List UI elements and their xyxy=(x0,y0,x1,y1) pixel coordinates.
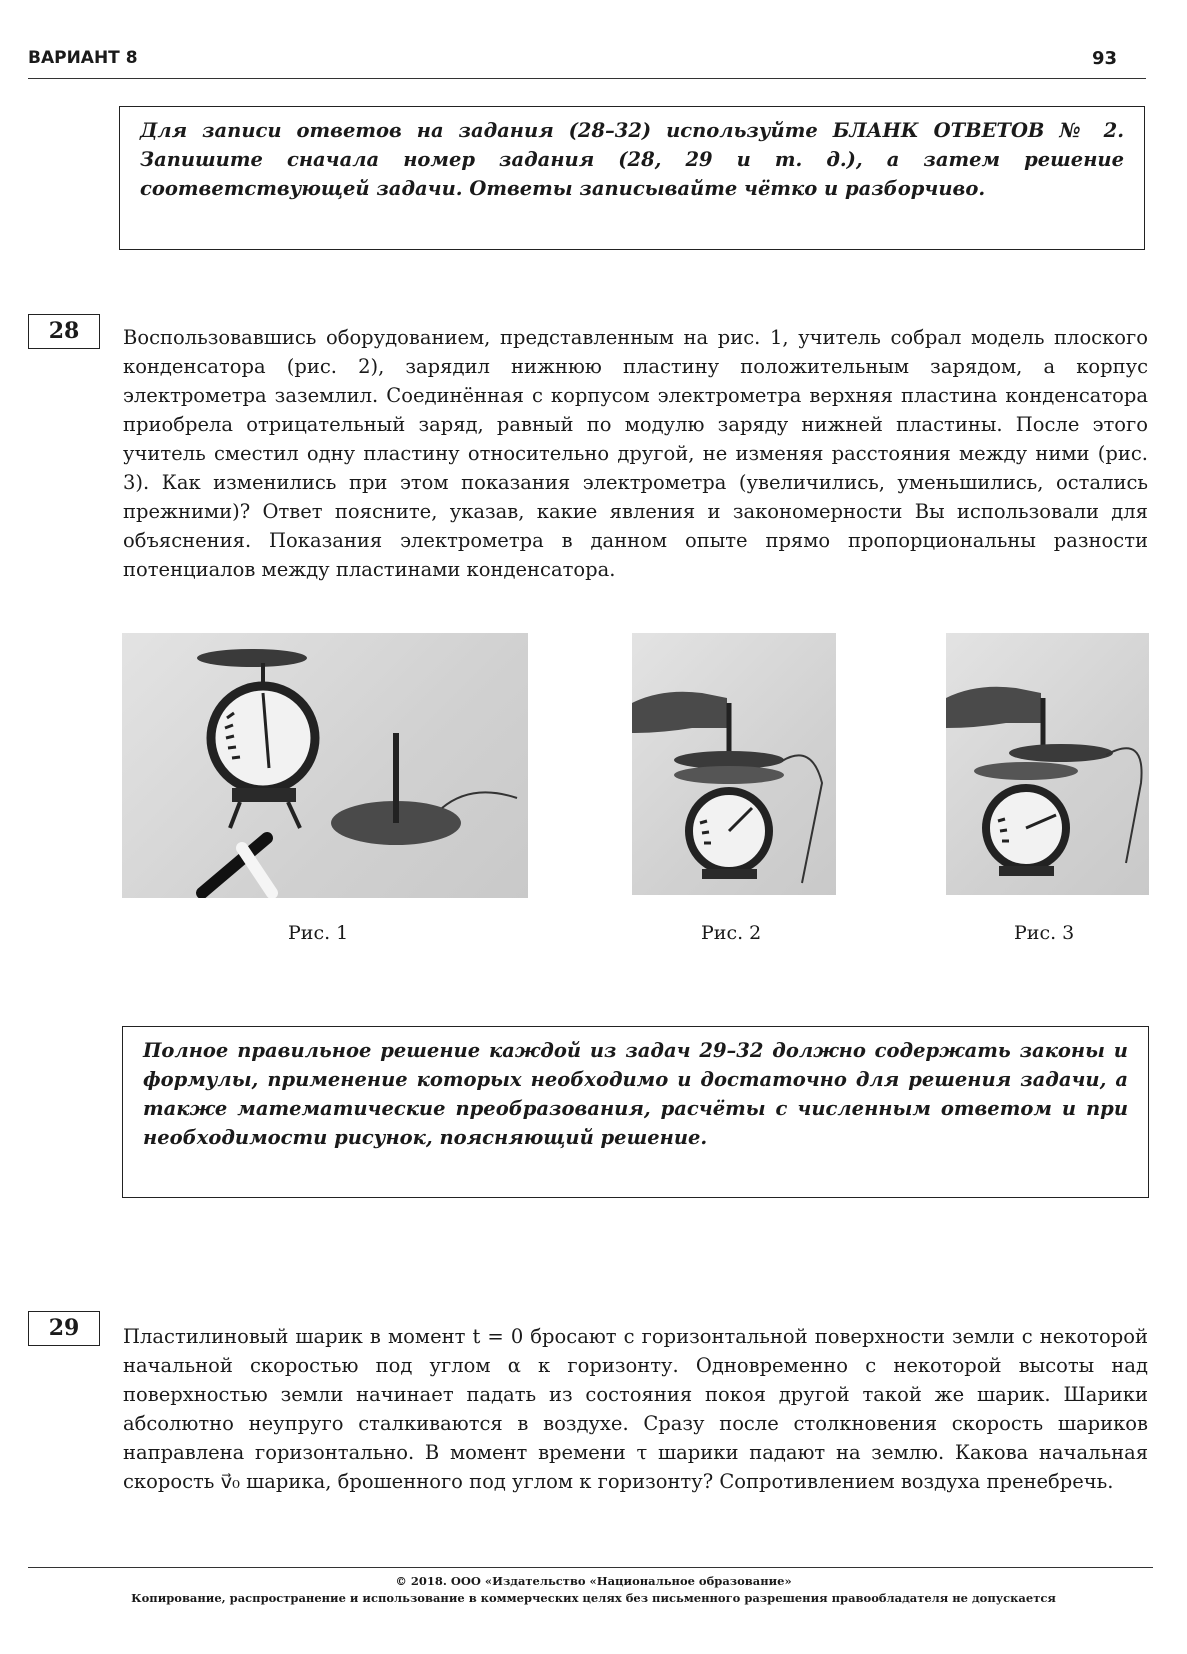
capacitor-aligned-image xyxy=(632,633,836,895)
electrometer-equipment-image xyxy=(122,633,528,898)
figure-1-photo xyxy=(122,633,528,898)
footer-divider xyxy=(28,1567,1153,1568)
task-28-number: 28 xyxy=(28,314,100,349)
figure-2-caption: Рис. 2 xyxy=(701,922,762,944)
task-29-number: 29 xyxy=(28,1311,100,1346)
figure-2-photo xyxy=(632,633,836,895)
figure-3-photo xyxy=(946,633,1149,895)
task-28-text: Воспользовавшись оборудованием, представленным на рис. 1, учитель собрал модель плоского конденсатора (рис. 2), зарядил нижнюю пластину положительным зарядом, а корпус электрометра заземлил. Соединённая с корпусом электрометра верхняя пластина конденсатора приобрела отрицательный заряд, равный по модулю заряду нижней пластины. После этого учитель сместил одну пластину относительно другой, не изменяя расстояния между ними (рис. 3). Как изменились при этом показания электрометра (увеличились, уменьшились, остались прежними)? Ответ поясните, указав, какие явления и закономерности Вы использовали для объяснения. Показания электрометра в данном опыте прямо пропорциональны разности потенциалов между пластинами конденсатора. xyxy=(123,326,1148,581)
header-divider xyxy=(28,78,1146,79)
figure-1-caption: Рис. 1 xyxy=(288,922,349,944)
footer-copying-notice: Копирование, распространение и использование в коммерческих целях без письменного разрешения правообладателя не допускается xyxy=(131,1591,1056,1605)
footer-copyright: © 2018. ООО «Издательство «Национальное образование» xyxy=(395,1574,792,1588)
full-solution-notice: Полное правильное решение каждой из задач 29–32 должно содержать законы и формулы, применение которых необходимо и достаточно для решения задачи, а также математические преобразования, расчёты с численным ответом и при необходимости рисунок, поясняющий решение. xyxy=(122,1026,1149,1198)
variant-label: ВАРИАНТ 8 xyxy=(28,48,138,68)
figure-3-caption: Рис. 3 xyxy=(1014,922,1075,944)
capacitor-shifted-image xyxy=(946,633,1149,895)
answer-form-notice: Для записи ответов на задания (28–32) используйте БЛАНК ОТВЕТОВ № 2. Запишите сначала номер задания (28, 29 и т. д.), а затем решение соответствующей задачи. Ответы записывайте чётко и разборчиво. xyxy=(119,106,1145,250)
page-number: 93 xyxy=(1091,48,1117,69)
task-29-text: Пластилиновый шарик в момент t = 0 бросают с горизонтальной поверхности земли с некоторой начальной скоростью под углом α к горизонту. Одновременно с некоторой высоты над поверхностью земли начинает падать из состояния покоя другой такой же шарик. Шарики абсолютно неупруго сталкиваются в воздухе. Сразу после столкновения скорость шариков направлена горизонтально. В момент времени τ шарики падают на землю. Какова начальная скорость v⃗₀ шарика, брошенного под углом к горизонту? Сопротивлением воздуха пренебречь. xyxy=(123,1325,1148,1493)
